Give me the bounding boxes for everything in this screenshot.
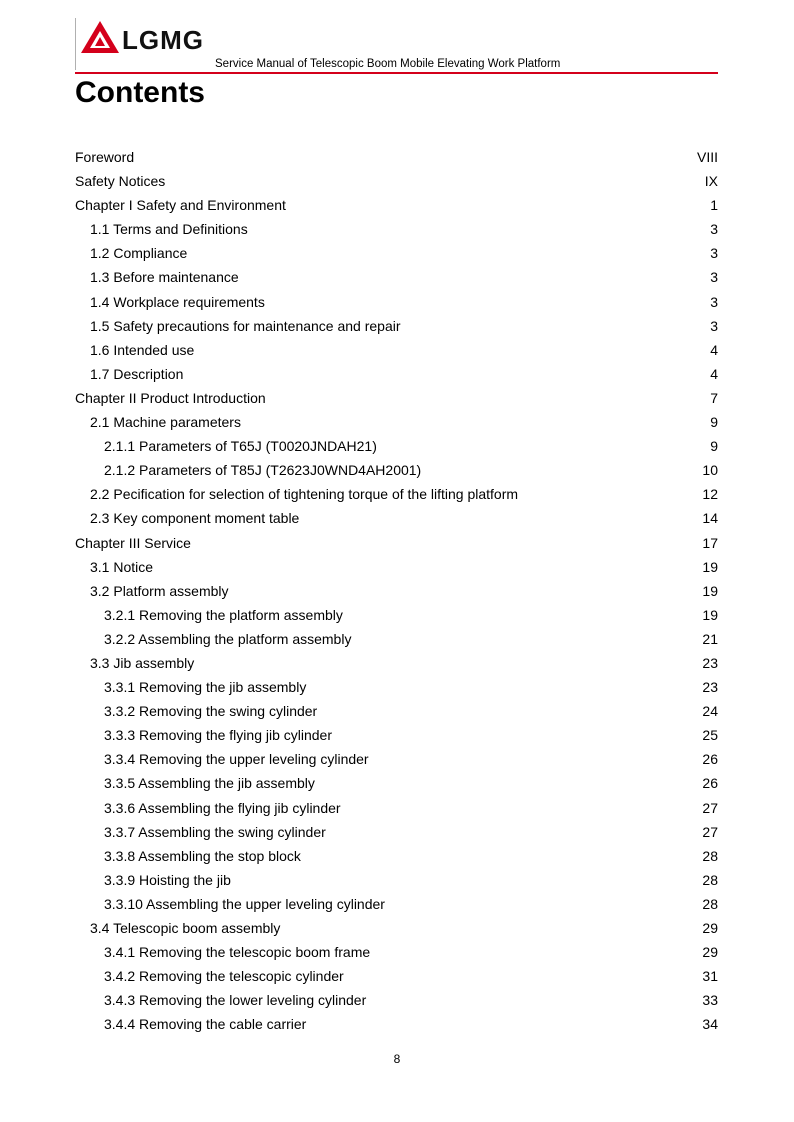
toc-entry[interactable] <box>75 844 718 868</box>
toc-entry-label: 3.4.1 Removing the telescopic boom frame <box>104 944 371 961</box>
toc-entry[interactable] <box>75 916 718 940</box>
toc-entry-label: 3.4 Telescopic boom assembly <box>90 920 281 936</box>
toc-entry-label: 1.4 Workplace requirements <box>90 293 265 310</box>
logo-wordmark: LGMG <box>122 25 204 55</box>
toc-entry-page: 34 <box>702 1016 718 1033</box>
toc-entry-page: 10 <box>702 462 718 479</box>
toc-entry-label: Safety Notices <box>75 173 166 190</box>
toc-entry[interactable] <box>75 747 718 771</box>
toc-entry[interactable] <box>75 265 718 289</box>
toc-entry-page: 26 <box>702 775 718 792</box>
toc-entry-label: 3.4.3 Removing the lower leveling cylinder <box>104 992 367 1009</box>
toc-entry-label: 3.2.1 Removing the platform assembly <box>104 606 343 623</box>
toc-entry-page: 23 <box>702 679 718 696</box>
toc-entry-page: 1 <box>710 197 718 214</box>
toc-entry-page: 29 <box>702 944 718 961</box>
toc-entry-page: 4 <box>710 365 718 382</box>
toc-entry-page: 28 <box>702 847 718 864</box>
toc-entry-page: 21 <box>702 630 718 647</box>
toc-entry-label: 3.4.2 Removing the telescopic cylinder <box>104 968 344 985</box>
toc-entry-label: Chapter III Service <box>75 534 191 551</box>
toc-entry[interactable] <box>75 169 718 193</box>
toc-entry-label: 3.3.3 Removing the flying jib cylinder <box>104 727 333 744</box>
toc-entry-label: 2.3 Key component moment table <box>90 510 300 527</box>
toc-entry[interactable] <box>75 796 718 820</box>
toc-entry-label: 3.3.2 Removing the swing cylinder <box>104 703 318 720</box>
toc-entry-label: 1.5 Safety precautions for maintenance and repair <box>90 317 401 334</box>
toc-entry[interactable] <box>75 675 718 699</box>
toc-entry-page: 7 <box>710 389 718 406</box>
toc-entry[interactable] <box>75 531 718 555</box>
toc-entry[interactable] <box>75 579 718 603</box>
toc-entry[interactable] <box>75 458 718 482</box>
toc-entry[interactable] <box>75 1012 718 1036</box>
toc-entry-page: 17 <box>702 534 718 551</box>
toc-entry[interactable] <box>75 699 718 723</box>
toc-entry-label: 1.1 Terms and Definitions <box>90 221 248 238</box>
toc-entry-label: 3.1 Notice <box>90 558 154 575</box>
toc-entry[interactable] <box>75 193 718 217</box>
toc-entry-page: 29 <box>702 920 718 936</box>
toc-entry-label: 3.2 Platform assembly <box>90 582 229 599</box>
toc-entry-page: 14 <box>702 510 718 527</box>
toc-entry-label: 1.3 Before maintenance <box>90 269 239 286</box>
toc-entry[interactable] <box>75 940 718 964</box>
toc-entry-page: 12 <box>702 486 718 503</box>
toc-entry-page: 26 <box>702 751 718 768</box>
toc-entry-page: 27 <box>702 823 718 840</box>
toc-entry-page: 3 <box>710 245 718 262</box>
page-number: 8 <box>393 1052 401 1066</box>
toc-entry-label: 1.7 Description <box>90 365 184 382</box>
toc-entry[interactable] <box>75 988 718 1012</box>
toc-entry-page: 9 <box>710 414 718 431</box>
toc-entry-label: 3.4.4 Removing the cable carrier <box>104 1016 307 1033</box>
toc-entry-page: 19 <box>702 582 718 599</box>
toc-entry[interactable] <box>75 217 718 241</box>
toc-entry-page: VIII <box>696 149 718 165</box>
toc-entry-label: 3.3.9 Hoisting the jib <box>104 871 231 888</box>
toc-entry-page: IX <box>704 173 718 190</box>
toc-entry[interactable] <box>75 771 718 795</box>
toc-entry-page: 3 <box>710 269 718 286</box>
toc-entry[interactable] <box>75 555 718 579</box>
toc-entry-label: 3.3.10 Assembling the upper leveling cylinder <box>104 895 385 912</box>
toc-entry[interactable] <box>75 410 718 434</box>
toc-entry-page: 19 <box>702 606 718 623</box>
toc-entry[interactable] <box>75 964 718 988</box>
toc-entry-label: 3.3.6 Assembling the flying jib cylinder <box>104 799 341 816</box>
toc-entry-page: 23 <box>702 654 718 671</box>
toc-entry[interactable] <box>75 603 718 627</box>
toc-entry-page: 19 <box>702 558 718 575</box>
toc-entry[interactable] <box>75 362 718 386</box>
toc-entry-label: 1.2 Compliance <box>90 245 188 262</box>
toc-entry-label: 2.2 Pecification for selection of tightening torque of the lifting platform <box>90 486 519 503</box>
toc-entry-label: 2.1.2 Parameters of T85J (T2623J0WND4AH2001) <box>104 462 422 479</box>
toc-entry-label: 3.3 Jib assembly <box>90 654 195 671</box>
lgmg-logo-icon <box>80 20 120 59</box>
toc-entry-label: 3.3.5 Assembling the jib assembly <box>104 775 315 792</box>
toc-entry-label: Chapter II Product Introduction <box>75 389 266 406</box>
toc-entry[interactable] <box>75 482 718 506</box>
header-subtitle: Service Manual of Telescopic Boom Mobile Elevating Work Platform <box>215 58 561 70</box>
toc-entry-page: 3 <box>710 317 718 334</box>
toc-entry-label: 2.1.1 Parameters of T65J (T0020JNDAH21) <box>104 438 377 455</box>
toc-entry-page: 28 <box>702 871 718 888</box>
toc-entry-page: 3 <box>710 293 718 310</box>
toc-entry-label: Foreword <box>75 149 135 165</box>
toc-entry-label: Chapter I Safety and Environment <box>75 197 286 214</box>
toc-entry-label: 3.3.8 Assembling the stop block <box>104 847 301 864</box>
toc-entry-label: 1.6 Intended use <box>90 341 195 358</box>
toc-entry[interactable] <box>75 723 718 747</box>
toc-entry-page: 3 <box>710 221 718 238</box>
table-of-contents <box>75 145 718 1036</box>
toc-entry-page: 4 <box>710 341 718 358</box>
toc-entry[interactable] <box>75 241 718 265</box>
toc-entry[interactable] <box>75 892 718 916</box>
toc-entry[interactable] <box>75 314 718 338</box>
toc-entry-label: 3.3.7 Assembling the swing cylinder <box>104 823 326 840</box>
toc-entry-page: 27 <box>702 799 718 816</box>
toc-entry-page: 28 <box>702 895 718 912</box>
toc-entry-label: 3.3.1 Removing the jib assembly <box>104 679 307 696</box>
toc-entry[interactable] <box>75 506 718 530</box>
toc-entry[interactable] <box>75 290 718 314</box>
page-title: Contents <box>75 76 205 109</box>
toc-entry[interactable] <box>75 434 718 458</box>
toc-entry-label: 3.2.2 Assembling the platform assembly <box>104 630 352 647</box>
toc-entry-page: 24 <box>702 703 718 720</box>
toc-entry[interactable] <box>75 338 718 362</box>
toc-entry[interactable] <box>75 627 718 651</box>
toc-entry[interactable] <box>75 868 718 892</box>
toc-entry[interactable] <box>75 145 718 169</box>
toc-entry-page: 25 <box>702 727 718 744</box>
toc-entry-label: 2.1 Machine parameters <box>90 414 241 431</box>
toc-entry[interactable] <box>75 651 718 675</box>
toc-entry-page: 31 <box>702 968 718 985</box>
toc-entry-label: 3.3.4 Removing the upper leveling cylinder <box>104 751 369 768</box>
toc-entry-page: 33 <box>702 992 718 1009</box>
toc-entry-page: 9 <box>710 438 718 455</box>
toc-entry[interactable] <box>75 386 718 410</box>
header-left-rule <box>75 18 76 70</box>
toc-entry[interactable] <box>75 820 718 844</box>
